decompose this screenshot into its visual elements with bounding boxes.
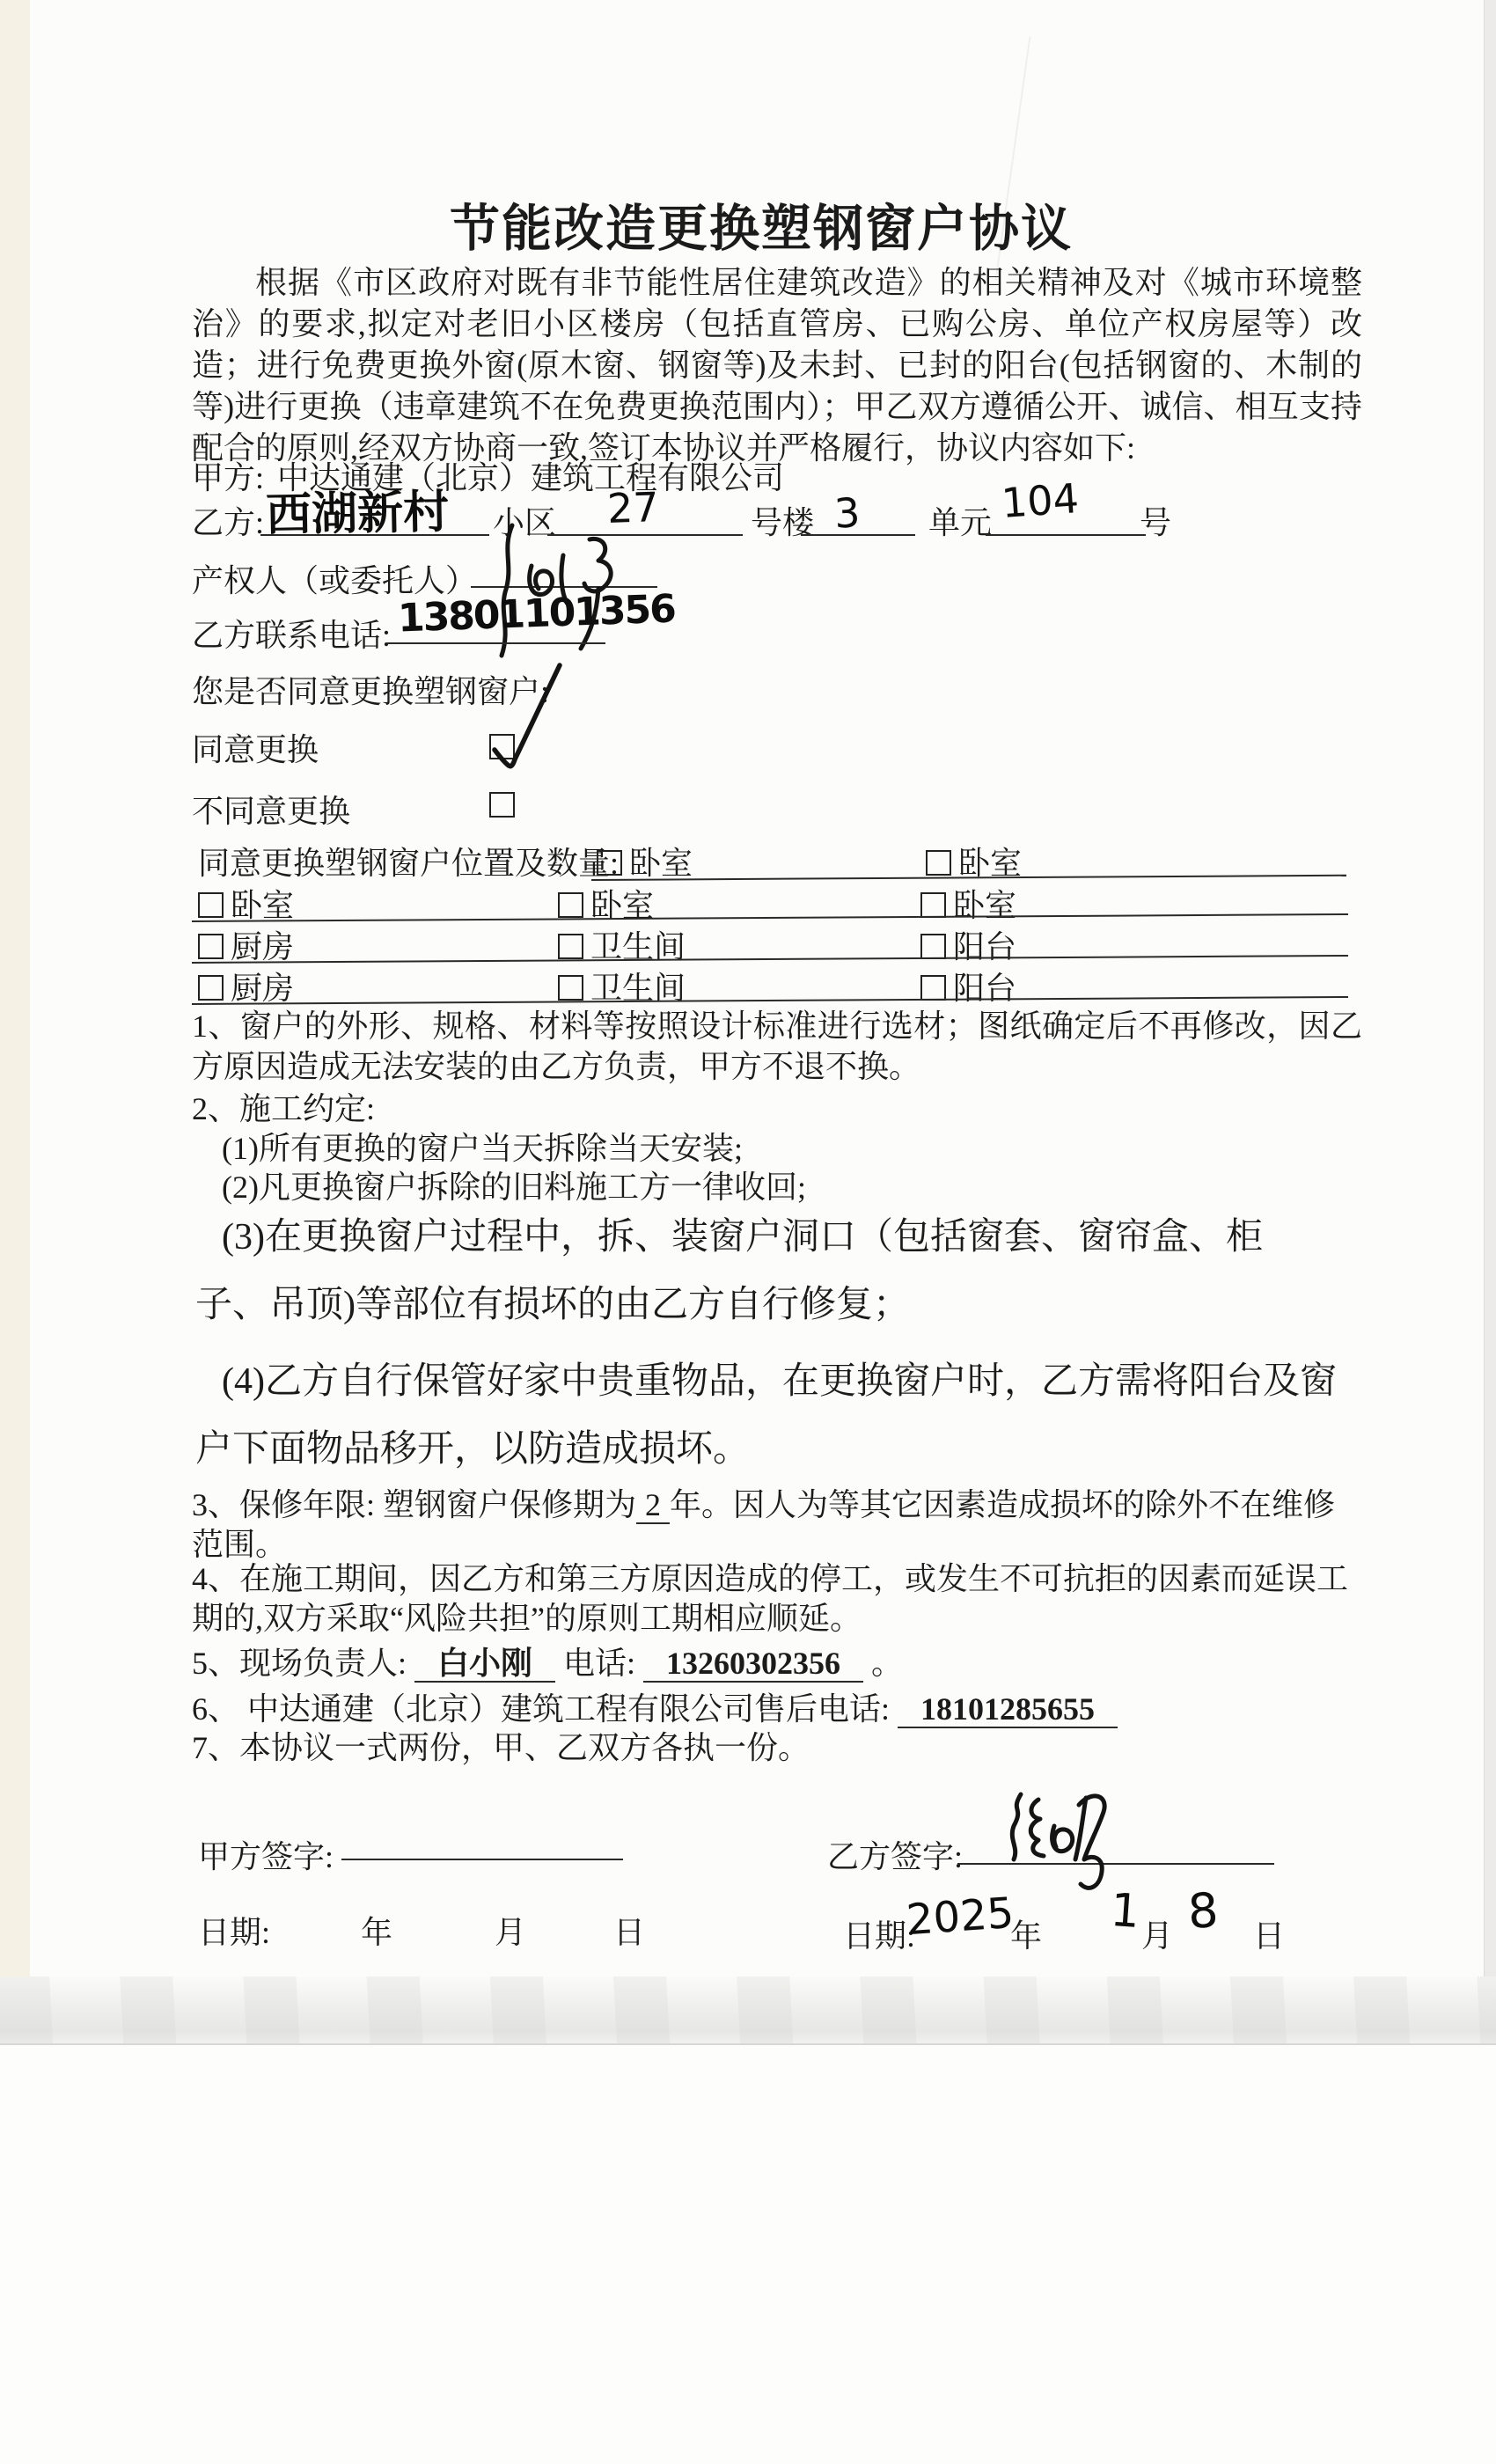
clause-4: 4、在施工期间，因乙方和第三方原因造成的停工，或发生不可抗拒的因素而延误工期的,双方采取“风险共担”的原则工期相应顺延。 [192,1561,1349,1636]
clause-3-text: 3、保修年限: 塑钢窗户保修期为 [192,1487,637,1522]
clause-2-heading: 2、施工约定: [192,1091,376,1126]
location-label: 卫生间 [590,929,686,964]
location-cell [198,964,294,1008]
clause-3 [192,1485,1362,1565]
location-checkbox[interactable] [558,975,583,1001]
location-label: 卧室 [590,888,655,923]
scanner-background [0,2045,1496,2464]
paper-right-edge [1484,0,1496,1980]
owner-label: 产权人（或委托人） [192,563,478,598]
location-checkbox[interactable] [920,892,946,918]
community-suffix: 小区 [493,505,557,540]
location-checkbox[interactable] [926,850,951,876]
location-checkbox[interactable] [920,975,946,1001]
location-label: 厨房 [231,929,295,964]
location-cell [597,839,693,884]
location-row-underline [192,913,1348,922]
location-checkbox[interactable] [198,892,224,918]
room-number-value[interactable]: 104 [1000,474,1081,527]
location-cell [198,881,294,926]
warranty-years-value[interactable]: 2 [636,1487,670,1524]
party-a-sign-label: 甲方签字: [198,1839,334,1874]
location-checkbox[interactable] [198,975,224,1001]
party-b-signature-scribble [1003,1773,1135,1896]
location-checkbox[interactable] [198,934,224,959]
paper-bottom-edge [0,1976,1496,2045]
site-manager-name: 白小刚 [414,1646,555,1683]
location-label: 卧室 [231,888,295,923]
location-checkbox[interactable] [920,934,946,959]
location-checkbox[interactable] [558,892,583,918]
location-cell [920,964,1016,1008]
location-checkbox[interactable] [558,934,583,959]
party-b-date-year-value[interactable]: 2025 [905,1888,1016,1946]
party-a-label: 甲方: [192,460,265,495]
location-checkbox[interactable] [597,850,622,876]
clause-2-3: (3)在更换窗户过程中，拆、装窗户洞口（包括窗套、窗帘盒、柜子、吊顶)等部位有损坏的由乙方自行修复； [195,1217,1263,1325]
clause-2-1: (1)所有更换的窗户当天拆除当天安装; [222,1131,743,1166]
location-label: 阳台 [953,929,1017,964]
party-a-month-suffix: 月 [495,1915,527,1950]
party-b-community-value[interactable]: 西湖新村 [265,486,450,542]
party-b-date-label: 日期: [843,1918,916,1954]
room-blank[interactable] [986,534,1146,536]
site-manager-phone: 13260302356 [643,1646,863,1683]
aftersales-phone: 18101285655 [898,1691,1118,1728]
party-b-label: 乙方: [192,505,265,540]
location-row-underline [192,996,1348,1005]
phone-blank[interactable] [387,642,605,644]
agree-question: 您是否同意更换塑钢窗户: [192,674,550,709]
party-b-date-month-value[interactable]: 1 [1108,1883,1142,1940]
room-suffix: 号 [1140,505,1172,540]
clause-1: 1、窗户的外形、规格、材料等按照设计标准进行选材；图纸确定后不再修改，因乙方原因造成无法安装的由乙方负责，甲方不退不换。 [192,1008,1362,1084]
location-row-underline [192,955,1348,964]
location-cell [920,922,1016,967]
building-suffix: 号楼 [751,505,815,540]
agree-checkmark [475,653,572,794]
clause-5 [192,1639,903,1683]
location-label: 卧室 [629,846,693,881]
party-a-name: 中达通建（北京）建筑工程有限公司 [277,460,785,495]
clause-2-4: (4)乙方自行保管好家中贵重物品，在更换窗户时，乙方需将阳台及窗户下面物品移开，以防造成损坏。 [195,1361,1337,1470]
site-manager-label: 5、现场负责人: [192,1646,407,1681]
disagree-checkbox[interactable] [489,792,515,818]
party-a-year-suffix: 年 [361,1915,393,1950]
party-b-year-suffix: 年 [1010,1918,1043,1954]
location-label: 卧室 [953,888,1017,923]
paper-left-edge [0,0,30,2043]
clause-2-2: (2)凡更换窗户拆除的旧料施工方一律收回; [222,1170,806,1205]
agree-option-label: 同意更换 [192,732,319,767]
unit-blank[interactable] [801,534,915,536]
party-a-signature-blank[interactable] [341,1859,623,1860]
document-title: 节能改造更换塑钢窗户协议 [450,202,1073,257]
disagree-option-label: 不同意更换 [192,794,351,829]
unit-number-value[interactable]: 3 [832,488,862,538]
aftersales-phone-label: 6、 中达通建（北京）建筑工程有限公司售后电话: [192,1691,891,1727]
location-label: 卫生间 [590,971,686,1006]
clause-3-text: 年。因人为等其它因素造成损坏的除外不在维修范围。 [192,1487,1336,1562]
party-a-date-label: 日期: [198,1915,271,1950]
party-b-phone-value[interactable]: 13801101356 [397,586,676,642]
locations-header-label: 同意更换塑钢窗户位置及数量: [198,846,620,881]
unit-suffix: 单元 [928,505,993,540]
location-cell [198,922,294,967]
party-b-phone-label: 乙方联系电话: [192,618,392,653]
location-label: 卧室 [958,846,1023,881]
party-b-day-suffix: 日 [1253,1918,1286,1954]
party-b-month-suffix: 月 [1141,1918,1174,1954]
location-cell [920,881,1016,926]
site-manager-phone-label: 电话: [563,1646,636,1681]
intro-paragraph: 根据《市区政府对既有非节能性居住建筑改造》的相关精神及对《城市环境整治》的要求,拟定对老旧小区楼房（包括直管房、已购公房、单位产权房屋等）改造；进行免费更换外窗(原木窗、钢窗等)及未封、已封的阳台(包括钢窗的、木制的等)进行更换（违章建筑不在免费更换范围内）；甲乙双方遵循公开、诚信、相互支持配合的原则,经双方协商一致,签订本协议并严格履行，协议内容如下: [192,265,1362,466]
party-b-date-day-value[interactable]: 8 [1186,1882,1220,1940]
community-blank[interactable] [260,534,489,536]
location-label: 阳台 [953,971,1017,1006]
building-number-value[interactable]: 27 [606,482,660,533]
clause-7: 7、本协议一式两份，甲、乙双方各执一份。 [192,1730,810,1765]
clause-5-end: 。 [871,1646,904,1681]
party-a-day-suffix: 日 [613,1915,646,1950]
location-label: 厨房 [231,971,295,1006]
party-b-sign-label: 乙方签字: [827,1839,964,1874]
